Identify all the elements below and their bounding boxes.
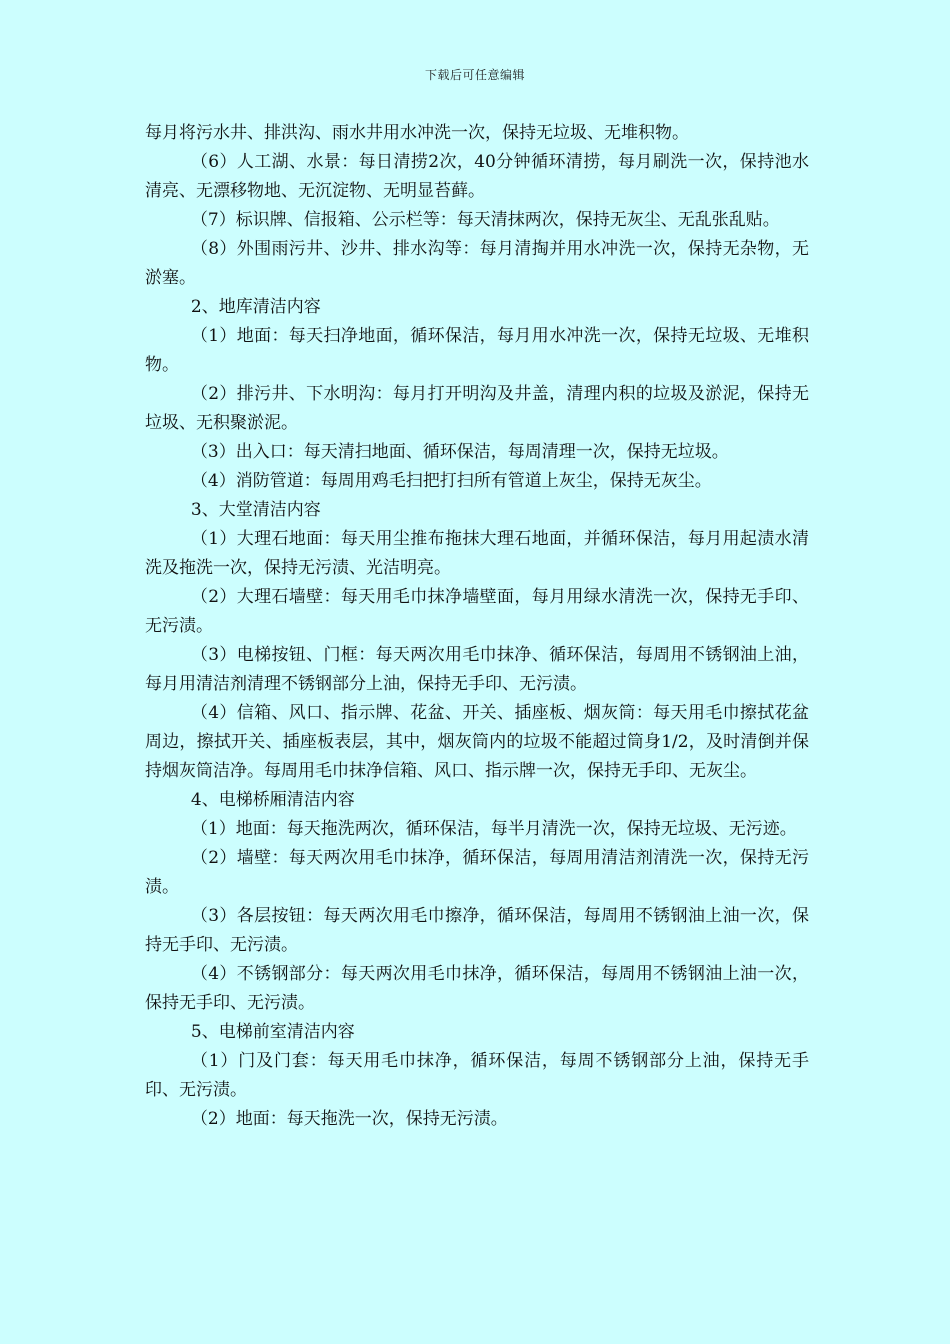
list-item: （8）外围雨污井、沙井、排水沟等：每月清掏并用水冲洗一次，保持无杂物，无淤塞。 — [145, 239, 809, 288]
section-heading: 5、电梯前室清洁内容 — [190, 1022, 355, 1042]
list-item: （1）门及门套：每天用毛巾抹净，循环保洁，每周不锈钢部分上油，保持无手印、无污渍。 — [145, 1051, 809, 1100]
list-item: （4）不锈钢部分：每天两次用毛巾抹净，循环保洁，每周用不锈钢油上油一次，保持无手印、无污渍。 — [145, 964, 809, 1013]
section-heading: 2、地库清洁内容 — [190, 297, 321, 317]
list-item: （2）排污井、下水明沟：每月打开明沟及井盖，清理内积的垃圾及淤泥，保持无垃圾、无积聚淤泥。 — [145, 384, 809, 433]
list-item: （3）各层按钮：每天两次用毛巾擦净，循环保洁，每周用不锈钢油上油一次，保持无手印、无污渍。 — [145, 906, 809, 955]
list-item: （4）信箱、风口、指示牌、花盆、开关、插座板、烟灰筒：每天用毛巾擦拭花盆周边，擦拭开关、插座板表层，其中，烟灰筒内的垃圾不能超过筒身1/2，及时清倒并保持烟灰筒洁净。每周用毛巾抹净信箱、风口、指示牌一次，保持无手印、无灰尘。 — [145, 703, 809, 781]
list-item: （3）出入口：每天清扫地面、循环保洁，每周清理一次，保持无垃圾。 — [190, 442, 729, 462]
list-item: （4）消防管道：每周用鸡毛扫把打扫所有管道上灰尘，保持无灰尘。 — [190, 471, 712, 491]
document-body — [145, 119, 809, 1134]
list-item: （1）大理石地面：每天用尘推布拖抹大理石地面，并循环保洁，每月用起渍水清洗及拖洗一次，保持无污渍、光洁明亮。 — [145, 529, 809, 578]
list-item: （2）地面：每天拖洗一次，保持无污渍。 — [190, 1109, 508, 1129]
list-item: （1）地面：每天拖洗两次，循环保洁，每半月清洗一次，保持无垃圾、无污迹。 — [190, 819, 797, 839]
list-item: （2）墙壁：每天两次用毛巾抹净，循环保洁，每周用清洁剂清洗一次，保持无污渍。 — [145, 848, 809, 897]
list-item: （1）地面：每天扫净地面，循环保洁，每月用水冲洗一次，保持无垃圾、无堆积物。 — [145, 326, 809, 375]
list-item: （2）大理石墙壁：每天用毛巾抹净墙壁面，每月用绿水清洗一次，保持无手印、无污渍。 — [145, 587, 809, 636]
page-header: 下载后可任意编辑 — [424, 68, 525, 82]
list-item: （3）电梯按钮、门框：每天两次用毛巾抹净、循环保洁，每周用不锈钢油上油，每月用清洁剂清理不锈钢部分上油，保持无手印、无污渍。 — [145, 645, 809, 694]
section-heading: 3、大堂清洁内容 — [190, 500, 321, 520]
list-item: （6）人工湖、水景：每日清捞2次，40分钟循环清捞，每月刷洗一次，保持池水清亮、无漂移物地、无沉淀物、无明显苔藓。 — [145, 152, 809, 201]
paragraph: 每月将污水井、排洪沟、雨水井用水冲洗一次，保持无垃圾、无堆积物。 — [145, 123, 689, 143]
section-heading: 4、电梯桥厢清洁内容 — [190, 790, 355, 810]
list-item: （7）标识牌、信报箱、公示栏等：每天清抹两次，保持无灰尘、无乱张乱贴。 — [190, 210, 780, 230]
